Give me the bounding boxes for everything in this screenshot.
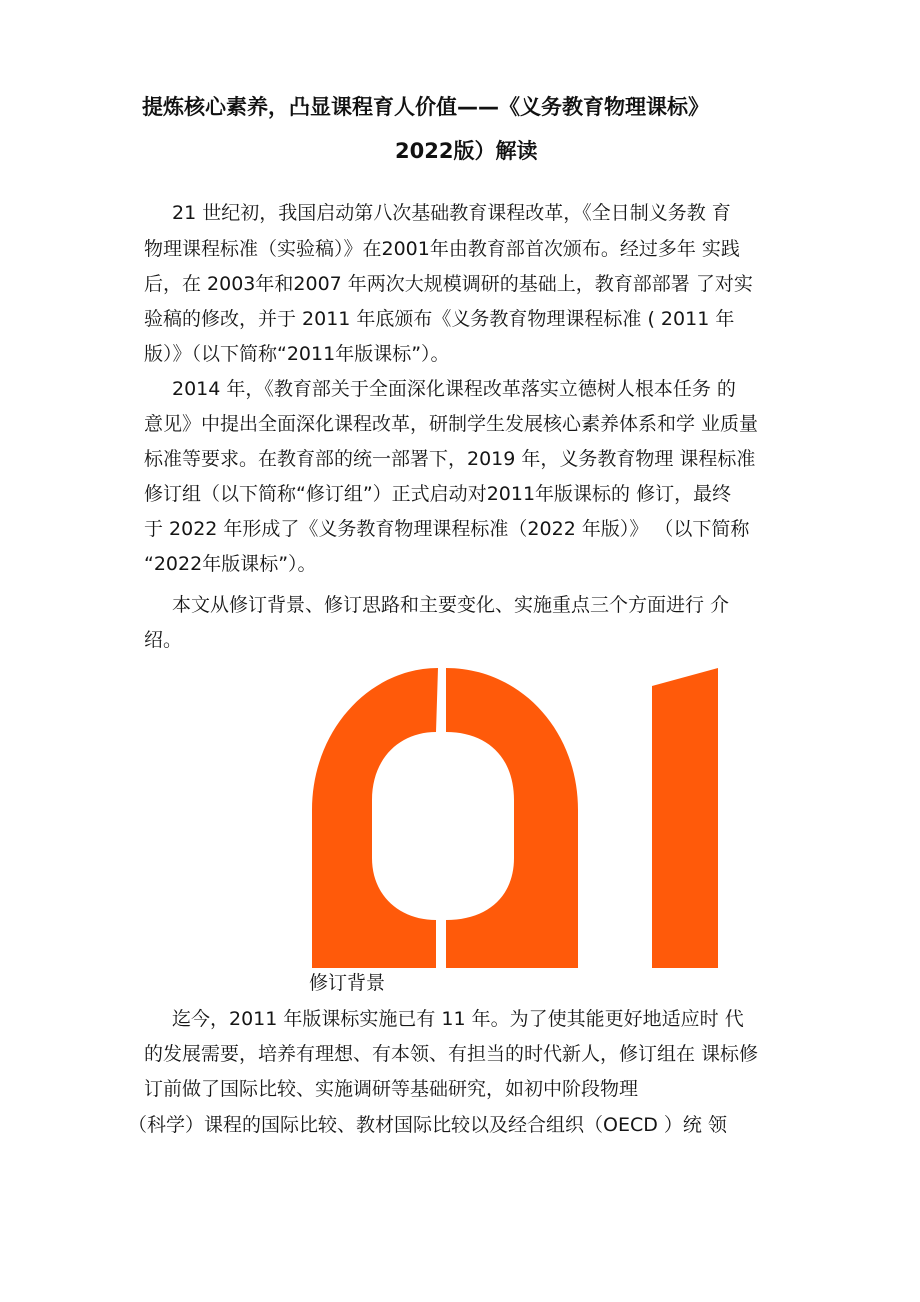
document-title-line-1: 提炼核心素养，凸显课程育人价值——《义务教育物理课标》 xyxy=(142,95,709,119)
digit-zero-left-half xyxy=(312,668,438,968)
section-caption: 修订背景 xyxy=(309,972,386,994)
document-page: 提炼核心素养，凸显课程育人价值——《义务教育物理课标》 2022版）解读 21 世纪初，我国启动第八次基础教育课程改革，《全日制义务教 育 物理课程标准（实验稿）》在2001年由教育部首次颁布。经过多年 实践 后，在 2003年和2007 年两次大规模调研的基础上，教育部部署 了对实 验稿的修改，并于 2011 年底颁布《义务教育物理课程标准 ( 2011 年 版）》（以下简称“2011年版课标”）。 2014 年，《教育部关于全面深化课程改革落实立德树人根本任务 的 意见》中提出全面深化课程改革，研制学生发展核心素养体系和学 业质量 标准等要求。在教育部的统一部署下，2019 年，义务教育物理 课程标准 修订组（以下简称“修订组”）正式启动对2011年版课标的 修订，最终 于 2022 年形成了《义务教育物理课程标准（2022 年版）》 （以下简称 “2022年版课标”）。 本文从修订背景、修订思路和主要变化、实施重点三个方面进行 介 绍。 修订背景 迄今，2011 年版课标实施已有 11 年。为了使其能更好地适应时 代 的发展需要，培养有理想、有本领、有担当的时代新人，修订组在 课标修 订前做了国际比较、实施调研等基础研究，如初中阶段物理 （科学）课程的国际比较、教材国际比较以及经合组织（OECD ）统 领 xyxy=(0,0,920,1302)
document-title-line-2: 2022版）解读 xyxy=(395,139,538,163)
section-number-graphic xyxy=(300,660,730,972)
digit-zero-right-half xyxy=(446,668,578,968)
digit-one xyxy=(652,668,718,968)
